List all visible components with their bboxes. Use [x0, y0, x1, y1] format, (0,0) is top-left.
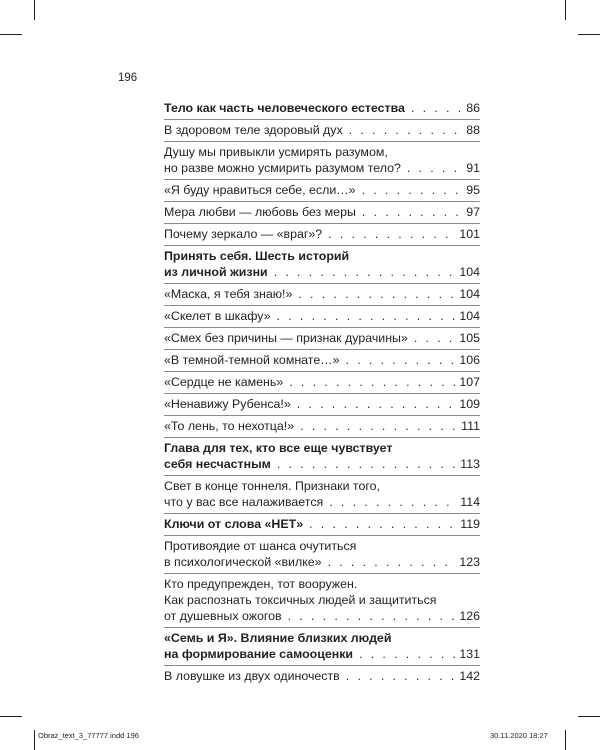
dot-leader: [309, 516, 456, 532]
toc-entry-page: 88: [466, 123, 480, 137]
toc-entry-page: 105: [459, 331, 480, 345]
toc-entry: [164, 142, 480, 180]
toc-entry-title-line: «В темной-темной комнате…»: [164, 353, 340, 367]
toc-entry-last-line: [164, 646, 480, 662]
dot-leader: [349, 122, 463, 138]
toc-entry-title-line: Тело как часть человеческого естества: [164, 101, 405, 115]
toc-entry-page: 106: [459, 353, 480, 367]
toc-entry-page: 86: [466, 101, 480, 115]
dot-leader: [362, 182, 463, 198]
toc-entry-title-line: Принять себя. Шесть историй: [164, 249, 350, 263]
toc-entry: [164, 202, 480, 224]
dot-leader: [277, 308, 456, 324]
dot-leader: [346, 352, 456, 368]
crop-mark-top-right: [578, 34, 600, 35]
toc-entry-page: 107: [459, 375, 480, 389]
dot-leader: [274, 264, 456, 280]
toc-entry: [164, 628, 480, 666]
toc-entry-page: 123: [459, 555, 480, 569]
page-number: 196: [118, 72, 138, 84]
dot-leader: [328, 554, 456, 570]
toc-entry: [164, 120, 480, 142]
footer-filename: Obraz_text_3_77777.indd 196: [38, 731, 139, 740]
table-of-contents: [164, 98, 480, 687]
toc-entry-page: 131: [459, 647, 480, 661]
toc-entry: [164, 246, 480, 284]
toc-entry-last-line: [164, 122, 480, 138]
toc-entry-last-line: [164, 330, 480, 346]
dot-leader: [288, 608, 456, 624]
toc-entry-title-line: «Я буду нравиться себе, если…»: [164, 183, 356, 197]
toc-entry-page: 104: [459, 309, 480, 323]
toc-entry-title-line: «Скелет в шкафу»: [164, 309, 271, 323]
toc-entry-title-line: Кто предупрежден, тот вооружен.: [164, 577, 358, 591]
toc-entry: [164, 284, 480, 306]
toc-entry-page: 104: [459, 287, 480, 301]
toc-entry-last-line: [164, 608, 480, 624]
toc-entry-title-line: что у вас все налаживается: [164, 495, 324, 509]
toc-entry-last-line: [164, 204, 480, 220]
toc-entry: [164, 476, 480, 514]
toc-entry: [164, 416, 480, 438]
toc-entry-title-line: Душу мы привыкли усмирять разумом,: [164, 145, 388, 159]
toc-entry: [164, 574, 480, 628]
toc-entry-page: 95: [466, 183, 480, 197]
toc-entry-title-line: Противоядие от шанса очутиться: [164, 539, 357, 553]
toc-entry-last-line: [164, 418, 480, 434]
toc-entry-title-line: Ключи от слова «НЕТ»: [164, 517, 304, 531]
toc-entry-title-line: но разве можно усмирить разумом тело?: [164, 161, 401, 175]
dot-leader: [289, 374, 455, 390]
toc-entry-last-line: [164, 396, 480, 412]
toc-entry-title-line: «Семь и Я». Влияние близких людей: [164, 631, 392, 645]
toc-entry-title-line: В здоровом теле здоровый дух: [164, 123, 343, 137]
toc-entry-last-line: [164, 516, 480, 532]
toc-entry-last-line: [164, 352, 480, 368]
toc-entry-last-line: [164, 668, 480, 684]
dot-leader: [411, 100, 462, 116]
toc-entry-title-line: из личной жизни: [164, 265, 268, 279]
toc-entry-last-line: [164, 308, 480, 324]
toc-entry-page: 104: [459, 265, 480, 279]
footer-datetime: 30.11.2020 18:27: [490, 731, 548, 740]
crop-mark-bottom-left: [0, 716, 22, 717]
toc-entry-title-line: Свет в конце тоннеля. Признаки того,: [164, 479, 380, 493]
toc-entry-title-line: Как распознать токсичных людей и защититься: [164, 593, 437, 607]
toc-entry-title-line: Мера любви — любовь без меры: [164, 205, 356, 219]
toc-entry-last-line: [164, 182, 480, 198]
toc-entry-page: 111: [461, 419, 480, 433]
toc-entry-page: 91: [466, 161, 480, 175]
toc-entry-title-line: «Смех без причины — признак дурачины»: [164, 331, 408, 345]
dot-leader: [328, 226, 455, 242]
toc-entry-page: 126: [459, 609, 480, 623]
toc-entry-page: 142: [459, 669, 480, 683]
toc-entry: [164, 98, 480, 120]
toc-entry: [164, 666, 480, 687]
toc-entry: [164, 372, 480, 394]
crop-mark-bottom-right-vertical: [565, 730, 566, 750]
toc-entry-title-line: «Ненавижу Рубенса!»: [164, 397, 291, 411]
toc-entry-title-line: Почему зеркало — «враг»?: [164, 227, 323, 241]
toc-entry-last-line: [164, 554, 480, 570]
toc-entry-title-line: Глава для тех, кто все еще чувствует: [164, 441, 393, 455]
crop-mark-top-left-vertical: [34, 0, 35, 20]
toc-entry-last-line: [164, 226, 480, 242]
toc-entry: [164, 350, 480, 372]
crop-mark-top-left: [0, 34, 22, 35]
toc-entry-last-line: [164, 160, 480, 176]
toc-entry: [164, 438, 480, 476]
dot-leader: [300, 418, 457, 434]
dot-leader: [414, 330, 455, 346]
toc-entry-last-line: [164, 100, 480, 116]
toc-entry: [164, 328, 480, 350]
toc-entry-page: 114: [460, 495, 480, 509]
crop-mark-bottom-right: [578, 716, 600, 717]
toc-entry: [164, 224, 480, 246]
toc-entry: [164, 536, 480, 574]
toc-entry-last-line: [164, 374, 480, 390]
toc-entry-page: 97: [466, 205, 480, 219]
toc-entry-title-line: «Сердце не камень»: [164, 375, 284, 389]
dot-leader: [277, 456, 456, 472]
crop-mark-bottom-left-vertical: [34, 730, 35, 750]
dot-leader: [297, 396, 456, 412]
dot-leader: [298, 286, 455, 302]
toc-entry-title-line: «То лень, то нехотца!»: [164, 419, 295, 433]
toc-entry-page: 119: [460, 517, 480, 531]
toc-entry-last-line: [164, 286, 480, 302]
toc-entry: [164, 514, 480, 536]
toc-entry-title-line: на формирование самооценки: [164, 647, 354, 661]
toc-entry: [164, 394, 480, 416]
toc-entry-title-line: себя несчастным: [164, 457, 271, 471]
toc-entry-page: 113: [460, 457, 480, 471]
toc-entry-title-line: в психологической «вилке»: [164, 555, 322, 569]
toc-entry-last-line: [164, 494, 480, 510]
toc-entry-last-line: [164, 264, 480, 280]
toc-entry-page: 101: [459, 227, 480, 241]
dot-leader: [362, 204, 462, 220]
toc-entry-title-line: «Маска, я тебя знаю!»: [164, 287, 293, 301]
toc-entry: [164, 306, 480, 328]
dot-leader: [346, 668, 456, 684]
toc-entry: [164, 180, 480, 202]
toc-entry-title-line: В ловушке из двух одиночеств: [164, 669, 340, 683]
dot-leader: [359, 646, 455, 662]
crop-mark-top-right-vertical: [565, 0, 566, 20]
toc-entry-last-line: [164, 456, 480, 472]
dot-leader: [407, 160, 462, 176]
dot-leader: [329, 494, 456, 510]
toc-entry-page: 109: [459, 397, 480, 411]
toc-entry-title-line: от душевных ожогов: [164, 609, 282, 623]
